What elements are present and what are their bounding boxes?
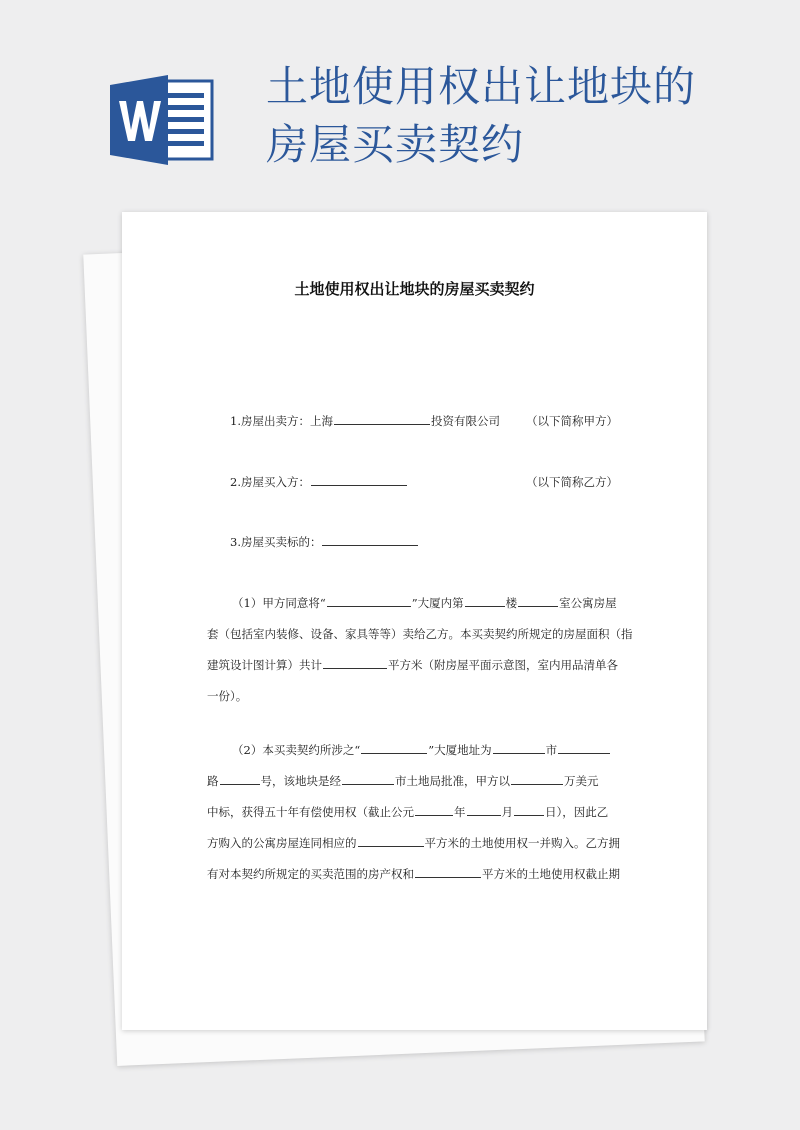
word-document-icon <box>110 75 214 165</box>
para2-line2: 路 号，该地块是经 市土地局批准，甲方以 万美元 <box>207 774 599 788</box>
month-blank[interactable] <box>467 805 501 816</box>
building-name-blank[interactable] <box>327 596 411 607</box>
district-blank[interactable] <box>558 743 610 754</box>
seller-name-blank[interactable] <box>334 414 430 425</box>
para1-line2: 套（包括室内装修、设备、家具等等）卖给乙方。本买卖契约所规定的房屋面积（指 <box>207 627 633 641</box>
page-title-line-1: 土地使用权出让地块的 <box>266 62 697 111</box>
seller-note: （以下简称甲方） <box>526 414 618 428</box>
year-blank[interactable] <box>415 805 453 816</box>
approval-city-blank[interactable] <box>342 774 394 785</box>
para2-line4: 方购入的公寓房屋连同相应的 平方米的土地使用权一并购入。乙方拥 <box>207 836 620 850</box>
seller-line: 1.房屋出卖方：上海 投资有限公司 <box>230 414 500 428</box>
para2-line5: 有对本契约所规定的买卖范围的房产权和 平方米的土地使用权截止期 <box>207 867 620 881</box>
para1-line4: 一份）。 <box>207 689 248 703</box>
document-title: 土地使用权出让地块的房屋买卖契约 <box>294 280 535 298</box>
buyer-note: （以下简称乙方） <box>526 475 618 489</box>
road-number-blank[interactable] <box>220 774 260 785</box>
subject-blank[interactable] <box>322 535 418 546</box>
para2-line1: （2）本买卖契约所涉之“ ”大厦地址为 市 <box>232 742 611 758</box>
building2-name-blank[interactable] <box>361 743 427 754</box>
document-page <box>122 212 707 1030</box>
area-blank[interactable] <box>323 658 387 669</box>
room-blank[interactable] <box>518 596 558 607</box>
day-blank[interactable] <box>514 805 544 816</box>
buyer-line: 2.房屋买入方： <box>230 474 408 490</box>
page-title <box>266 58 786 174</box>
para1-line3: 建筑设计图计算）共计 平方米（附房屋平面示意图，室内用品清单各 <box>207 658 618 672</box>
land-area2-blank[interactable] <box>415 867 481 878</box>
amount-blank[interactable] <box>511 774 563 785</box>
para2-line3: 中标，获得五十年有偿使用权（截止公元 年 月 日），因此乙 <box>207 805 609 819</box>
para1-line1: （1）甲方同意将“ ”大厦内第 楼 室公寓房屋 <box>232 596 617 610</box>
subject-line: 3.房屋买卖标的： <box>230 534 419 550</box>
page-title-line-2: 房屋买卖契约 <box>266 120 525 169</box>
buyer-name-blank[interactable] <box>311 475 407 486</box>
floor-blank[interactable] <box>465 596 505 607</box>
land-area-blank[interactable] <box>358 836 424 847</box>
city-blank[interactable] <box>493 743 545 754</box>
